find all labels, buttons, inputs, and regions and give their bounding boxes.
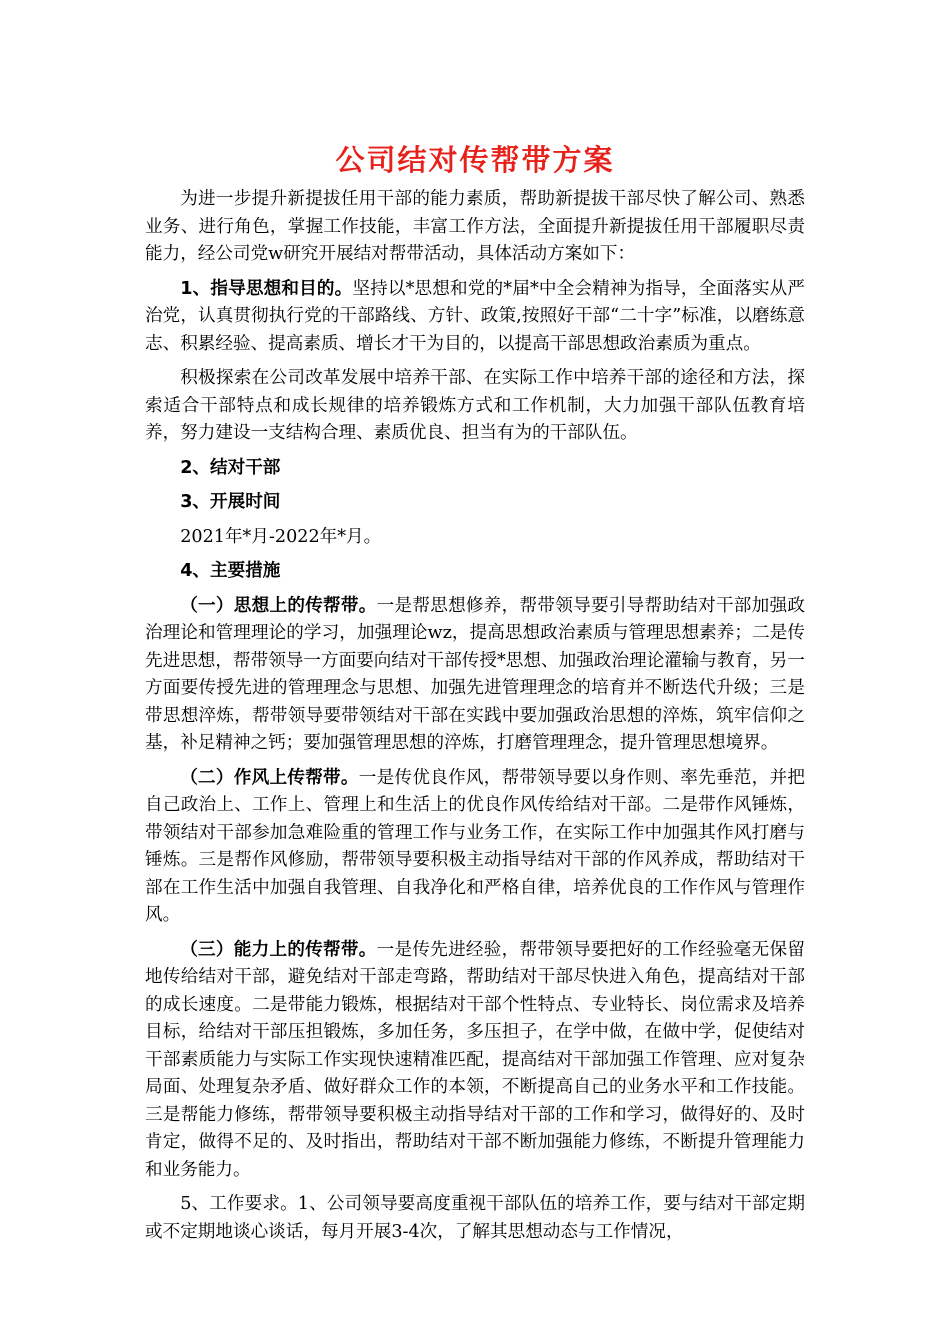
- measure-2-paragraph: [145, 765, 805, 930]
- measure-3-text: 一是传先进经验，帮带领导要把好的工作经验毫无保留地传给结对干部，避免结对干部走弯路，帮助结对干部尽快进入角色，提高结对干部的成长速度。二是带能力锻炼，根据结对干部个性特点、专业特长、岗位需求及培养目标，给结对干部压担锻炼，多加任务，多压担子，在学中做，在做中学，促使结对干部素质能力与实际工作实现快速精准匹配，提高结对干部加强工作管理、应对复杂局面、处理复杂矛盾、做好群众工作的本领，不断提高自己的业务水平和工作技能。三是帮能力修练，帮带领导要积极主动指导结对干部的工作和学习，做得好的、及时肯定，做得不足的、及时指出，帮助结对干部不断加强能力修练，不断提升管理能力和业务能力。: [145, 939, 805, 1180]
- measure-3-paragraph: [145, 937, 805, 1185]
- measure-3-heading: （三）能力上的传帮带。: [180, 939, 377, 960]
- section-1-paragraph: [145, 276, 805, 359]
- measure-2-heading: （二）作风上传帮带。: [180, 767, 359, 788]
- section-3-text: 2021年*月-2022年*月。: [180, 526, 382, 547]
- measure-1-paragraph: [145, 593, 805, 758]
- measure-1-text: 一是帮思想修养，帮带领导要引导帮助结对干部加强政治理论和管理理论的学习，加强理论wz，提高思想政治素质与管理思想素养；二是传先进思想，帮带领导一方面要向结对干部传授*思想、加强政治理论灌输与教育，另一方面要传授先进的管理理念与思想、加强先进管理理念的培育并不断迭代升级；三是带思想淬炼，帮带领导要带领结对干部在实践中要加强政治思想的淬炼，筑牢信仰之基，补足精神之钙；要加强管理思想的淬炼，打磨管理理念，提升管理思想境界。: [145, 595, 805, 753]
- section-1-text: 坚持以*思想和党的*届*中全会精神为指导，全面落实从严治党，认真贯彻执行党的干部路线、方针、政策,按照好干部“二十字”标准，以磨练意志、积累经验、提高素质、增长才干为目的，以提高干部思想政治素质为重点。: [145, 278, 805, 354]
- section-1-paragraph-2: 积极探索在公司改革发展中培养干部、在实际工作中培养干部的途径和方法，探索适合干部特点和成长规律的培养锻炼方式和工作机制，大力加强干部队伍教育培养，努力建设一支结构合理、素质优良、担当有为的干部队伍。: [145, 368, 805, 443]
- section-2-heading: 2、结对干部: [180, 457, 281, 478]
- section-5-paragraph: 5、工作要求。1、公司领导要高度重视干部队伍的培养工作，要与结对干部定期或不定期地谈心谈话，每月开展3-4次，了解其思想动态与工作情况，: [145, 1194, 805, 1242]
- section-1-heading: 1、指导思想和目的。: [180, 278, 353, 299]
- intro-paragraph: 为进一步提升新提拔任用干部的能力素质，帮助新提拔干部尽快了解公司、熟悉业务、进行角色，掌握工作技能，丰富工作方法，全面提升新提拔任用干部履职尽责能力，经公司党w研究开展结对帮带活动，具体活动方案如下：: [145, 189, 805, 264]
- section-4-heading: 4、主要措施: [180, 561, 281, 581]
- section-3-heading: 3、开展时间: [180, 492, 281, 512]
- measure-1-heading: （一）思想上的传帮带。: [180, 595, 377, 616]
- measure-2-text: 一是传优良作风，帮带领导要以身作则、率先垂范，并把自己政治上、工作上、管理上和生活上的优良作风传给结对干部。二是带作风锤炼，带领结对干部参加急难险重的管理工作与业务工作，在实际工作中加强其作风打磨与锤炼。三是帮作风修励，帮带领导要积极主动指导结对干部的作风养成，帮助结对干部在工作生活中加强自我管理、自我净化和严格自律，培养优良的工作作风与管理作风。: [145, 767, 805, 925]
- document-body: [145, 186, 805, 1253]
- document-title: 公司结对传帮带方案: [335, 143, 615, 177]
